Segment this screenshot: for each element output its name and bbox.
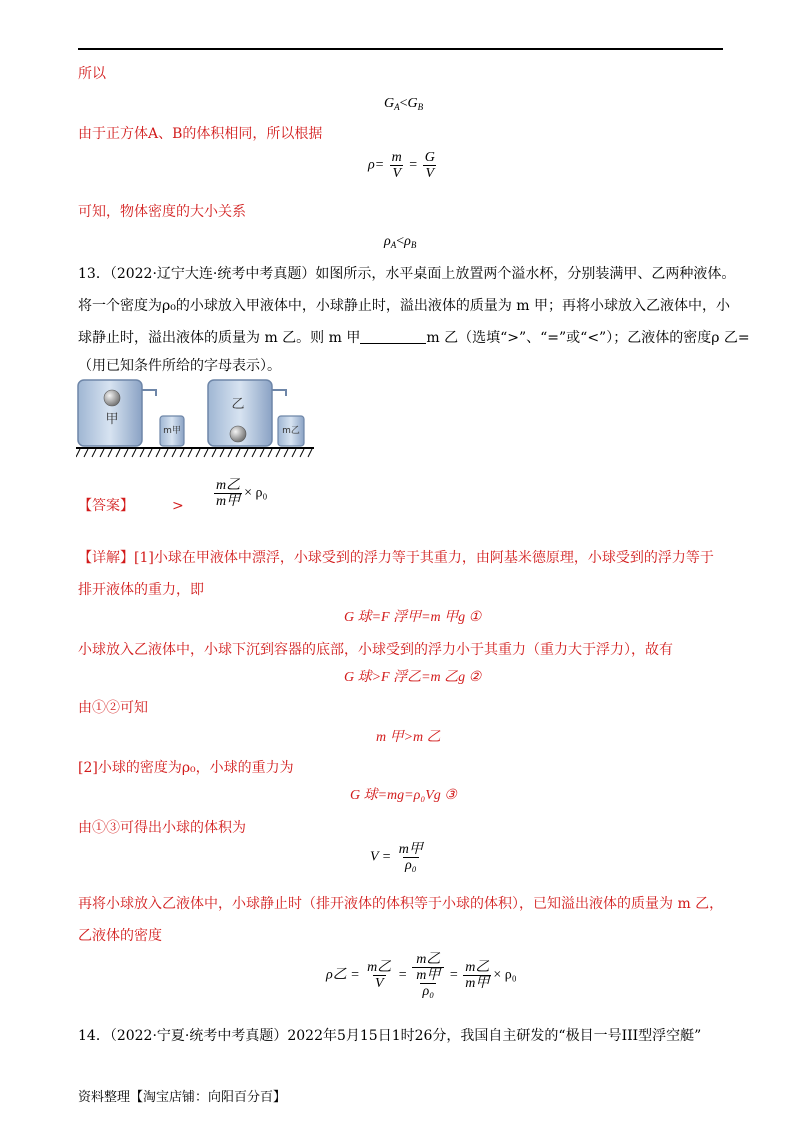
detail-p5: [2]小球的密度为ρ₀，小球的重力为 bbox=[78, 760, 294, 776]
label-m-jia: m甲 bbox=[163, 426, 181, 436]
label-jia: 甲 bbox=[105, 412, 119, 427]
detail-p1: 【详解】[1]小球在甲液体中漂浮，小球受到的浮力等于其重力，由阿基米德原理，小球受到的浮力等于 bbox=[78, 550, 714, 566]
answer-blank bbox=[360, 329, 426, 344]
header-rule bbox=[78, 48, 723, 50]
beaker-m-yi bbox=[278, 416, 304, 446]
q13-line4: （用已知条件所给的字母表示）。 bbox=[78, 358, 281, 374]
detail-p3: 小球放入乙液体中，小球下沉到容器的底部，小球受到的浮力小于其重力（重力大于浮力），故有 bbox=[78, 642, 673, 658]
detail-p7: 再将小球放入乙液体中，小球静止时（排开液体的体积等于小球的体积），已知溢出液体的质量为 m 乙， bbox=[78, 896, 724, 912]
detail-eq6: ρ乙 = $\frac{\text{m乙}}{V}$ = $\frac{\text{m乙}}{\frac{\text{m甲}}{\text{ρ₀}}}$ = $\frac{\text{m乙}}{\text{m甲}}$ × ρ₀ bbox=[326, 952, 517, 999]
table-hatching bbox=[76, 449, 312, 457]
q14-line1: 14．（2022·宁夏·统考中考真题）2022年5月15日1时26分，我国自主研发的“极目一号III型浮空艇” bbox=[78, 1028, 702, 1044]
equation-density-formula: ρ= $\frac{m}{V}$ = $\frac{G}{V}$ bbox=[368, 150, 435, 181]
label-m-yi: m乙 bbox=[282, 426, 300, 436]
cup-jia bbox=[78, 380, 156, 446]
beaker-m-jia bbox=[160, 416, 184, 446]
detail-eq1: G 球=F 浮甲=m 甲g ① bbox=[344, 610, 482, 625]
detail-p4: 由①②可知 bbox=[78, 700, 148, 716]
equation-rhoa-lt-rhob: $\rho_A<\rho_B$ bbox=[384, 234, 417, 250]
detail-eq4: G 球=mg=ρ₀Vg ③ bbox=[350, 788, 457, 803]
detail-p6: 由①③可得出小球的体积为 bbox=[78, 820, 246, 836]
ball-sunk bbox=[230, 426, 246, 442]
detail-p2: 排开液体的重力，即 bbox=[78, 582, 204, 598]
detail-eq3: m 甲>m 乙 bbox=[376, 730, 441, 745]
overflow-cups-figure bbox=[76, 376, 316, 462]
q13-line2: 将一个密度为ρ₀的小球放入甲液体中，小球静止时，溢出液体的质量为 m 甲；再将小球放入乙液体中，小 bbox=[78, 298, 731, 314]
detail-eq2: G 球>F 浮乙=m 乙g ② bbox=[344, 670, 482, 685]
text-cube-volume: 由于正方体A、B的体积相同，所以根据 bbox=[78, 126, 323, 142]
footer-text: 资料整理【淘宝店铺：向阳百分百】 bbox=[78, 1090, 287, 1105]
text-suoyi: 所以 bbox=[78, 66, 106, 82]
answer-2-formula: $\frac{\text{m乙}}{\text{m甲}}$ × ρ₀ bbox=[216, 478, 268, 509]
cup-yi bbox=[208, 380, 286, 446]
detail-p8: 乙液体的密度 bbox=[78, 928, 162, 944]
answer-1: > bbox=[172, 498, 184, 514]
text-density-relation: 可知，物体密度的大小关系 bbox=[78, 204, 246, 220]
ball-floating bbox=[104, 390, 120, 406]
label-yi: 乙 bbox=[231, 397, 245, 412]
equation-ga-lt-gb: $G_A<G_B$ bbox=[384, 96, 424, 112]
detail-eq5: V = $\frac{\text{m甲}}{\text{ρ₀}}$ bbox=[370, 842, 423, 873]
answer-label: 【答案】 bbox=[78, 498, 134, 514]
q13-line1: 13．（2022·辽宁大连·统考中考真题）如图所示，水平桌面上放置两个溢水杯，分别装满甲、乙两种液体。 bbox=[78, 266, 736, 282]
q13-line3: 球静止时，溢出液体的质量为 m 乙。则 m 甲 m 乙（选填“>”、“=”或“<”）；乙液体的密度ρ 乙= bbox=[78, 330, 750, 346]
